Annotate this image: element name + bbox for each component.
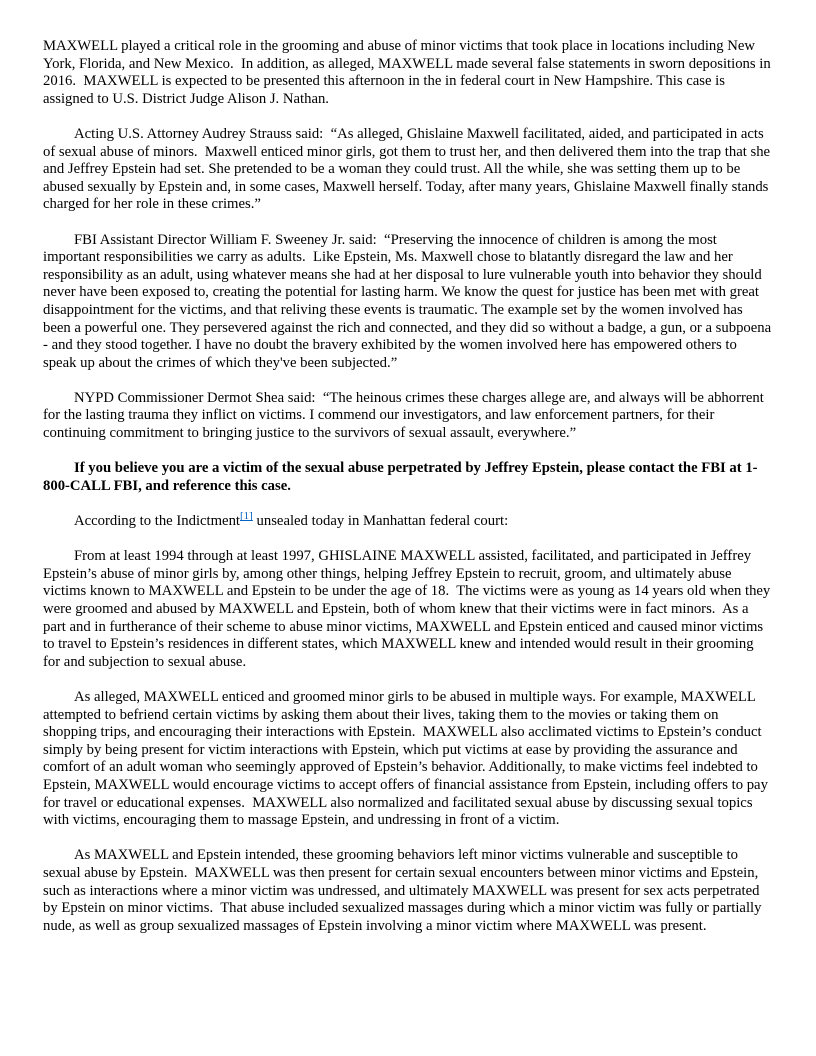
footnote-1-link[interactable]: [1]	[240, 510, 253, 523]
indictment-intro-prefix: According to the Indictment	[74, 513, 241, 530]
sweeney-quote-paragraph: FBI Assistant Director William F. Sweeney Jr. said: “Preserving the innocence of children is among the most important responsibilities we carry as adults. Like Epstein, Ms. Maxwell chose to blatantly disregard the law and her responsibility as an adult, using whatever means she had at her disposal to lure vulnerable youth into behavior they should never have been exposed to, creating the potential for lasting harm. We know the quest for justice has been met with great disappointment for the victims, and that reliving these events is traumatic. The example set by the women involved has been a powerful one. They persevered against the rich and connected, and they did so without a badge, a gun, or a subpoena - and they stood together. I have no doubt the bravery exhibited by the women involved here has empowered others to speak up about the crimes of which they've been subjected.”	[43, 231, 775, 371]
victim-contact-notice: If you believe you are a victim of the sexual abuse perpetrated by Jeffrey Epstein, please contact the FBI at 1-800-CALL FBI, and reference this case.	[43, 460, 758, 494]
strauss-quote-paragraph: Acting U.S. Attorney Audrey Strauss said: “As alleged, Ghislaine Maxwell facilitated, aided, and participated in acts of sexual abuse of minors. Maxwell enticed minor girls, got them to trust her, and then delivered them into the trap that she and Jeffrey Epstein had set. She pretended to be a woman they could trust. All the while, she was setting them up to be abused sexually by Epstein and, in some cases, Maxwell herself. Today, after many years, Ghislaine Maxwell finally stands charged for her role in these crimes.”	[43, 125, 774, 213]
shea-quote-paragraph: NYPD Commissioner Dermot Shea said: “The heinous crimes these charges allege are, and always will be abhorrent for the lasting trauma they inflict on victims. I commend our investigators, and law enforcement partners, for their continuing commitment to bringing justice to the survivors of sexual assault, everywhere.”	[43, 389, 768, 442]
indictment-allegations-paragraph: From at least 1994 through at least 1997, GHISLAINE MAXWELL assisted, facilitated, and participated in Jeffrey Epstein’s abuse of minor girls by, among other things, helping Jeffrey Epstein to recruit, groom, and ultimately abuse victims known to MAXWELL and Epstein to be under the age of 18. The victims were as young as 14 years old when they were groomed and abused by MAXWELL and Epstein, both of whom knew that their victims were in fact minors. As a part and in furtherance of their scheme to abuse minor victims, MAXWELL and Epstein enticed and caused minor victims to travel to Epstein’s residences in different states, which MAXWELL knew and intended would result in their grooming for and subjection to sexual abuse.	[43, 548, 774, 670]
indictment-intro-suffix: unsealed today in Manhattan federal court:	[252, 513, 509, 530]
indictment-intro-paragraph	[43, 510, 773, 531]
abuse-conduct-paragraph: As MAXWELL and Epstein intended, these grooming behaviors left minor victims vulnerable and susceptible to sexual abuse by Epstein. MAXWELL was then present for certain sexual encounters between minor victims and Epstein, such as interactions where a minor victim was undressed, and ultimately MAXWELL was present for sex acts perpetrated by Epstein on minor victims. That abuse included sexualized massages during which a minor victim was fully or partially nude, as well as group sexualized massages of Epstein involving a minor victim where MAXWELL was present.	[43, 847, 766, 934]
intro-paragraph: MAXWELL played a critical role in the grooming and abuse of minor victims that took place in locations including New York, Florida, and New Mexico. In addition, as alleged, MAXWELL made several false statements in sworn depositions in 2016. MAXWELL is expected to be presented this afternoon in the in federal court in New Hampshire. This case is assigned to U.S. District Judge Alison J. Nathan.	[43, 38, 775, 107]
grooming-methods-paragraph: As alleged, MAXWELL enticed and groomed minor girls to be abused in multiple ways. For example, MAXWELL attempted to befriend certain victims by asking them about their lives, taking them to the movies or taking them on shopping trips, and encouraging their interactions with Epstein. MAXWELL also acclimated victims to Epstein’s conduct simply by being present for victim interactions with Epstein, which put victims at ease by providing the assurance and comfort of an adult woman who seemingly approved of Epstein’s behavior. Additionally, to make victims feel indebted to Epstein, MAXWELL would encourage victims to accept offers of financial assistance from Epstein, including offers to pay for travel or educational expenses. MAXWELL also normalized and facilitated sexual abuse by discussing sexual topics with victims, encouraging them to massage Epstein, and undressing in front of a victim.	[43, 688, 772, 829]
